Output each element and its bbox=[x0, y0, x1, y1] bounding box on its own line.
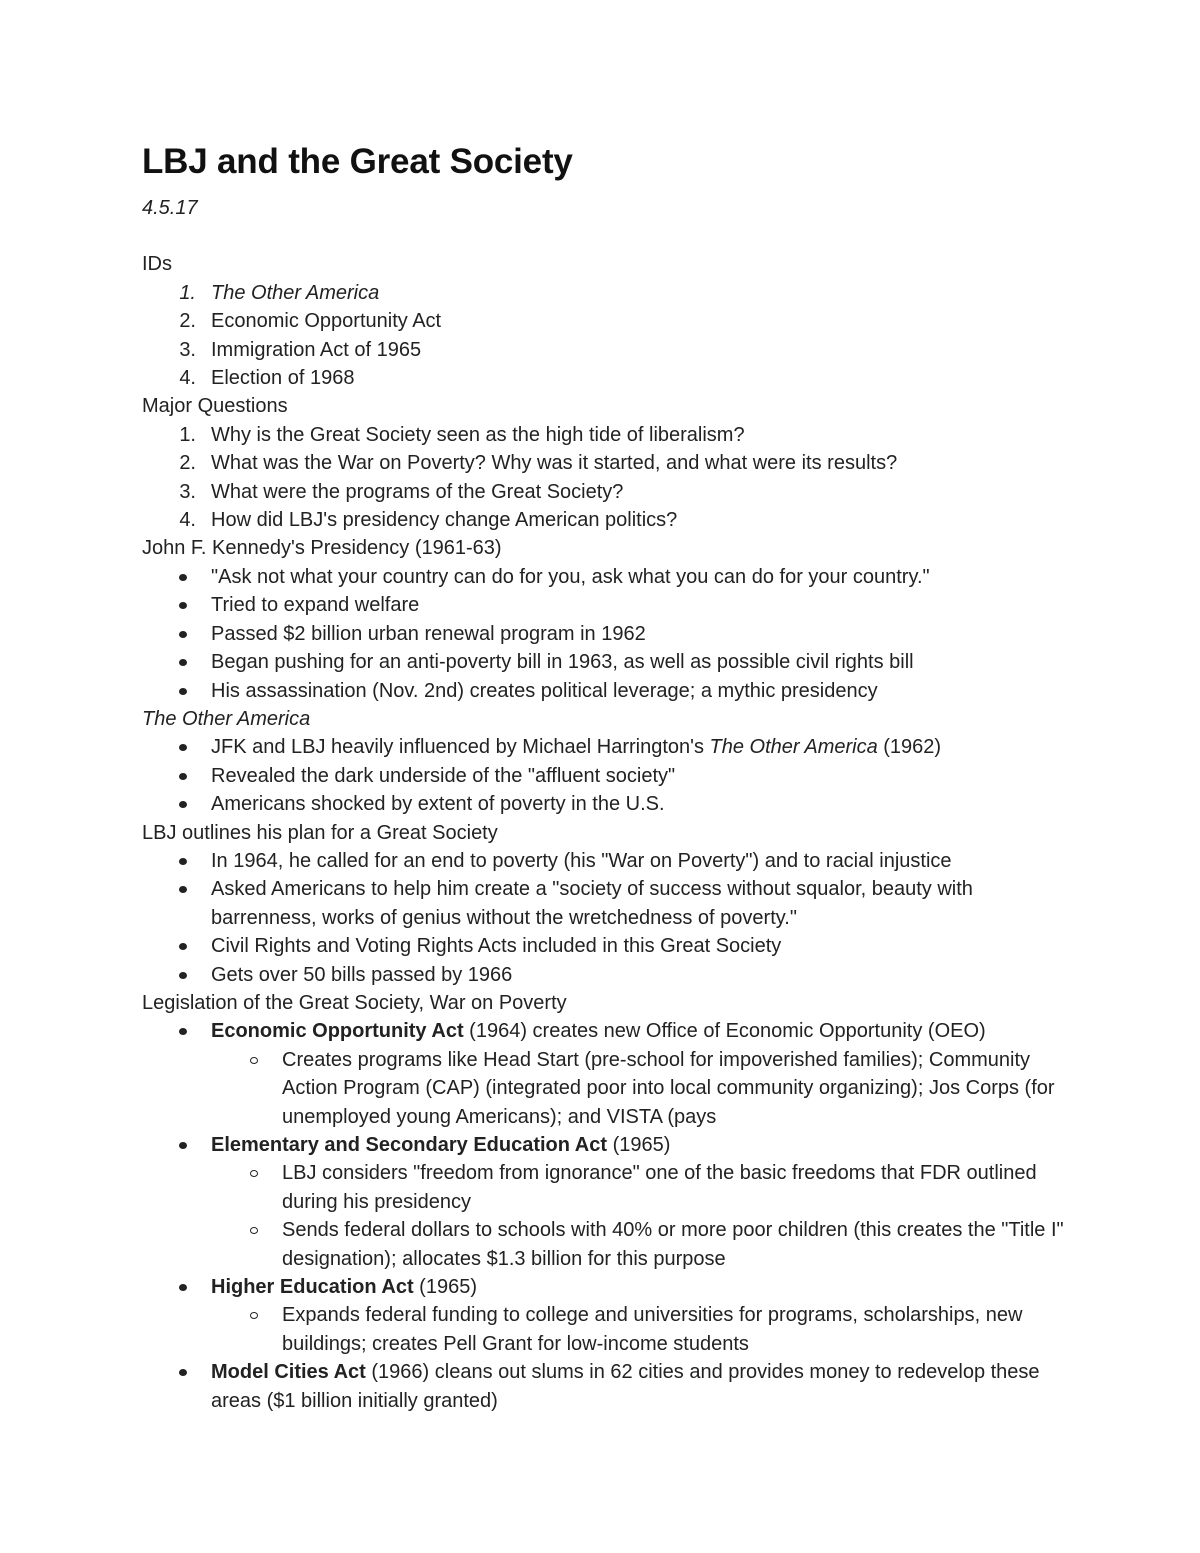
act-name: Higher Education Act bbox=[211, 1276, 414, 1299]
plan-list bbox=[142, 847, 1082, 989]
list-item-text: "Ask not what your country can do for you, ask what you can do for your country." bbox=[211, 565, 930, 588]
list-item-text: In 1964, he called for an end to poverty (his "War on Poverty") and to racial injustice bbox=[211, 849, 952, 872]
bullet-icon bbox=[179, 659, 187, 666]
document-title: LBJ and the Great Society bbox=[142, 142, 573, 181]
bullet-icon bbox=[179, 688, 187, 695]
list-item bbox=[142, 762, 1082, 790]
list-item-text: Asked Americans to help him create a "society of success without squalor, beauty with barrenness, works of genius without the wretchedness of poverty." bbox=[211, 878, 973, 929]
ids-heading: IDs bbox=[142, 253, 172, 276]
hollow-bullet-icon bbox=[250, 1312, 258, 1319]
bullet-icon bbox=[179, 972, 187, 979]
list-item-text: (1966) cleans out slums in 62 cities and provides money to redevelop these areas ($1 billion initially granted) bbox=[211, 1361, 1040, 1412]
list-item bbox=[142, 847, 1082, 875]
list-item-text: Tried to expand welfare bbox=[211, 594, 420, 617]
legislation-heading: Legislation of the Great Society, War on Poverty bbox=[142, 991, 567, 1014]
list-item-text: Revealed the dark underside of the "affluent society" bbox=[211, 764, 676, 787]
list-number: 1. bbox=[179, 281, 196, 304]
list-number: 3. bbox=[179, 338, 196, 361]
list-number: 4. bbox=[179, 367, 196, 390]
jfk-heading: John F. Kennedy's Presidency (1961-63) bbox=[142, 537, 502, 560]
sub-list-item bbox=[142, 1159, 1082, 1216]
list-item bbox=[142, 506, 1082, 534]
list-item bbox=[142, 790, 1082, 818]
act-name: Elementary and Secondary Education Act bbox=[211, 1134, 608, 1156]
major-questions-list bbox=[142, 421, 1082, 535]
list-item-text: Expands federal funding to college and universities for programs, scholarships, new buildings; creates Pell Grant for low-income students bbox=[282, 1304, 1023, 1355]
list-item-text: His assassination (Nov. 2nd) creates political leverage; a mythic presidency bbox=[211, 679, 878, 702]
list-number: 4. bbox=[179, 509, 196, 532]
list-item-text: What was the War on Poverty? Why was it started, and what were its results? bbox=[211, 452, 898, 475]
bullet-icon bbox=[179, 602, 187, 609]
act-name: Economic Opportunity Act bbox=[211, 1020, 464, 1043]
list-number: 3. bbox=[179, 480, 196, 503]
sub-list-item bbox=[142, 1301, 1082, 1358]
list-item bbox=[142, 478, 1082, 506]
plan-heading: LBJ outlines his plan for a Great Society bbox=[142, 821, 498, 844]
list-item-text: (1964) creates new Office of Economic Opportunity (OEO) bbox=[463, 1020, 986, 1043]
hollow-bullet-icon bbox=[250, 1227, 258, 1234]
list-item-text: The Other America bbox=[211, 281, 380, 304]
list-item-text: Civil Rights and Voting Rights Acts included in this Great Society bbox=[211, 935, 782, 958]
list-number: 2. bbox=[179, 452, 196, 475]
list-item bbox=[142, 336, 1082, 364]
list-item bbox=[142, 591, 1082, 619]
list-item bbox=[142, 1273, 1082, 1301]
bullet-icon bbox=[179, 1142, 187, 1149]
list-item bbox=[142, 1131, 1082, 1159]
list-item-text: Economic Opportunity Act bbox=[211, 310, 442, 333]
sub-list-item bbox=[142, 1046, 1082, 1131]
other-america-heading: The Other America bbox=[142, 707, 311, 730]
list-item-text: How did LBJ's presidency change American politics? bbox=[211, 509, 678, 532]
list-item-text: Americans shocked by extent of poverty in the U.S. bbox=[211, 793, 665, 816]
list-item bbox=[142, 279, 1082, 307]
sub-list-item bbox=[142, 1216, 1082, 1273]
hollow-bullet-icon bbox=[250, 1170, 258, 1177]
bullet-icon bbox=[179, 1284, 187, 1291]
document-page bbox=[142, 140, 1082, 1415]
list-item bbox=[142, 307, 1082, 335]
book-title: The Other America bbox=[709, 736, 878, 759]
ids-list bbox=[142, 279, 1082, 393]
list-item-text: Gets over 50 bills passed by 1966 bbox=[211, 963, 513, 986]
list-item bbox=[142, 875, 1082, 932]
other-america-list bbox=[142, 733, 1082, 818]
list-item-text: What were the programs of the Great Society? bbox=[211, 480, 624, 503]
bullet-icon bbox=[179, 1028, 187, 1035]
list-item-text: (1962) bbox=[877, 736, 942, 759]
bullet-icon bbox=[179, 858, 187, 865]
list-item-text: Immigration Act of 1965 bbox=[211, 338, 422, 361]
list-item-text: LBJ considers "freedom from ignorance" one of the basic freedoms that FDR outlined during his presidency bbox=[282, 1162, 1037, 1213]
hollow-bullet-icon bbox=[250, 1057, 258, 1064]
list-item bbox=[142, 1358, 1082, 1415]
legislation-list bbox=[142, 1017, 1082, 1415]
list-item bbox=[142, 364, 1082, 392]
bullet-icon bbox=[179, 631, 187, 638]
list-item-text: JFK and LBJ heavily influenced by Michael Harrington's bbox=[211, 736, 710, 759]
list-item bbox=[142, 677, 1082, 705]
list-item bbox=[142, 648, 1082, 676]
list-item bbox=[142, 961, 1082, 989]
jfk-list bbox=[142, 563, 1082, 705]
list-item-text: Creates programs like Head Start (pre-school for impoverished families); Community Action Program (CAP) (integrated poor into local community organizing); Jos Corps (for unemployed young Americans); and VISTA (pays bbox=[282, 1048, 1055, 1128]
list-item bbox=[142, 449, 1082, 477]
list-item-text: Why is the Great Society seen as the high tide of liberalism? bbox=[211, 423, 745, 446]
document-date: 4.5.17 bbox=[142, 197, 198, 219]
bullet-icon bbox=[179, 943, 187, 950]
list-item bbox=[142, 1017, 1082, 1045]
list-item-text: (1965) bbox=[413, 1276, 477, 1299]
bullet-icon bbox=[179, 886, 187, 893]
list-item-text: Sends federal dollars to schools with 40% or more poor children (this creates the "Title I" designation); allocates $1.3 billion for this purpose bbox=[282, 1219, 1064, 1270]
list-item bbox=[142, 733, 1082, 761]
list-item-text: Passed $2 billion urban renewal program in 1962 bbox=[211, 622, 646, 645]
bullet-icon bbox=[179, 744, 187, 751]
list-item bbox=[142, 421, 1082, 449]
list-item-text: (1965) bbox=[607, 1134, 671, 1156]
list-item bbox=[142, 932, 1082, 960]
list-item-text: Election of 1968 bbox=[211, 367, 355, 390]
list-number: 1. bbox=[179, 423, 196, 446]
major-questions-heading: Major Questions bbox=[142, 395, 288, 418]
list-item-text: Began pushing for an anti-poverty bill in 1963, as well as possible civil rights bill bbox=[211, 651, 914, 674]
bullet-icon bbox=[179, 801, 187, 808]
bullet-icon bbox=[179, 574, 187, 581]
list-item bbox=[142, 563, 1082, 591]
act-name: Model Cities Act bbox=[211, 1361, 366, 1384]
list-number: 2. bbox=[179, 310, 196, 333]
bullet-icon bbox=[179, 1369, 187, 1376]
list-item bbox=[142, 620, 1082, 648]
bullet-icon bbox=[179, 773, 187, 780]
